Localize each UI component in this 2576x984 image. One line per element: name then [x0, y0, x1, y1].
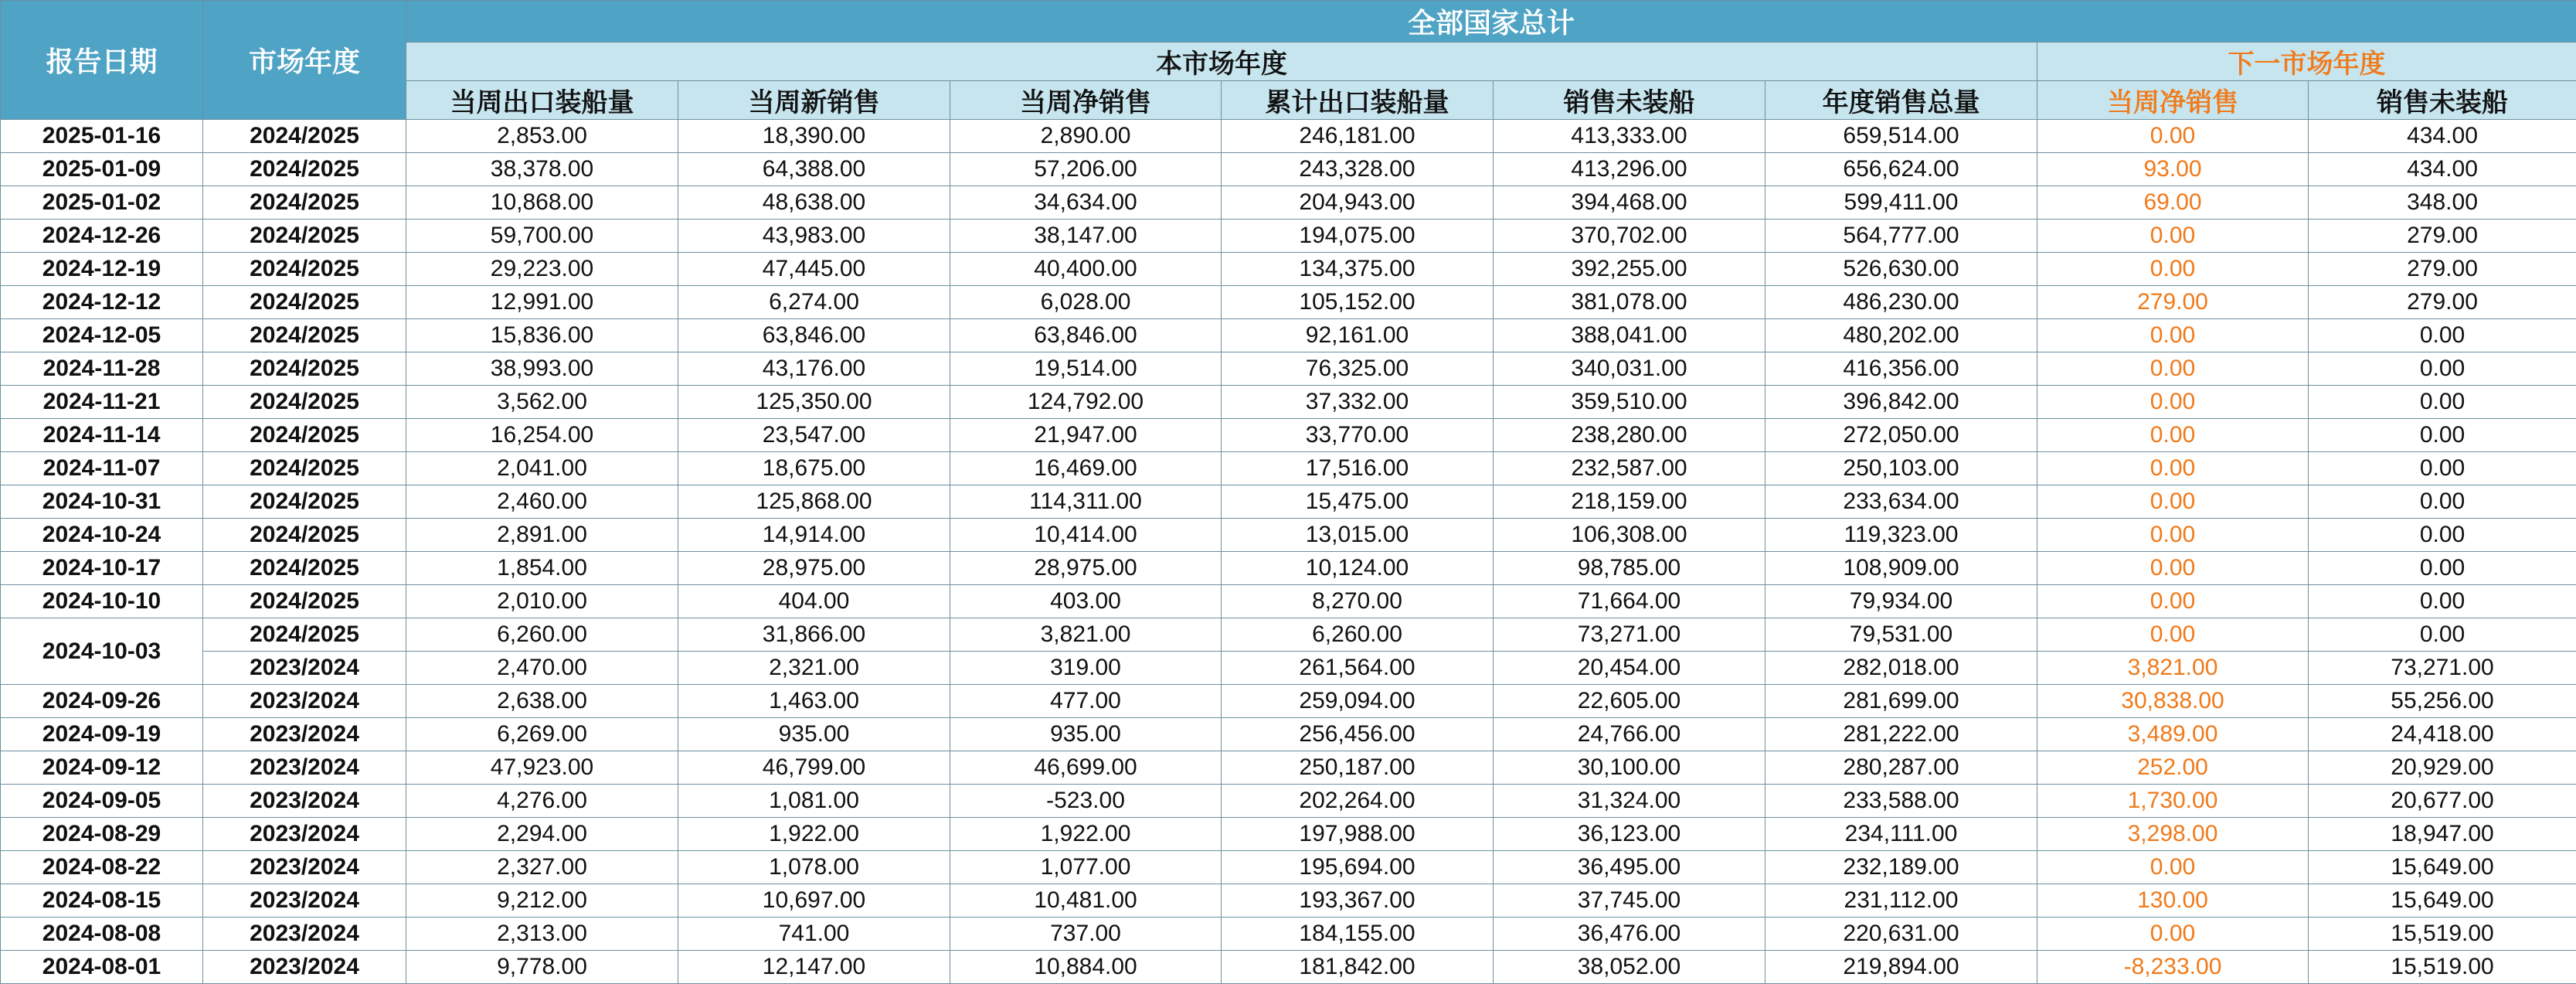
table-row	[1, 319, 2576, 352]
table-row	[1, 386, 2576, 419]
next-outstanding-sales-cell: 15,519.00	[2309, 918, 2576, 951]
cumulative-export-shipments-cell: 17,516.00	[1222, 452, 1494, 485]
weekly-new-sales-cell: 18,675.00	[678, 452, 950, 485]
next-outstanding-sales-cell: 20,677.00	[2309, 785, 2576, 818]
cumulative-export-shipments-cell: 13,015.00	[1222, 519, 1494, 552]
next-weekly-net-sales-cell: 1,730.00	[2037, 785, 2309, 818]
report-date-cell: 2024-08-29	[1, 818, 203, 851]
table-row	[1, 685, 2576, 718]
next-weekly-net-sales-cell: 0.00	[2037, 585, 2309, 618]
weekly-new-sales-cell: 1,922.00	[678, 818, 950, 851]
next-outstanding-sales-cell: 0.00	[2309, 386, 2576, 419]
weekly-new-sales-cell: 125,350.00	[678, 386, 950, 419]
table-row	[1, 884, 2576, 918]
next-weekly-net-sales-cell: 0.00	[2037, 352, 2309, 386]
report-date-cell: 2025-01-02	[1, 186, 203, 220]
report-date-cell: 2024-12-05	[1, 319, 203, 352]
report-date-cell: 2024-09-12	[1, 751, 203, 785]
report-date-cell: 2024-11-07	[1, 452, 203, 485]
weekly-new-sales-cell: 404.00	[678, 585, 950, 618]
outstanding-sales-cell: 30,100.00	[1494, 751, 1765, 785]
next-outstanding-sales-header: 销售未装船	[2309, 81, 2576, 120]
weekly-net-sales-cell: 34,634.00	[950, 186, 1222, 220]
report-date-cell: 2024-08-01	[1, 951, 203, 984]
cumulative-export-shipments-cell: 204,943.00	[1222, 186, 1494, 220]
weekly-export-shipments-cell: 6,260.00	[406, 618, 678, 652]
weekly-export-shipments-cell: 2,638.00	[406, 685, 678, 718]
table-row	[1, 951, 2576, 984]
outstanding-sales-cell: 106,308.00	[1494, 519, 1765, 552]
total-annual-sales-cell: 79,531.00	[1765, 618, 2037, 652]
weekly-net-sales-cell: 19,514.00	[950, 352, 1222, 386]
next-weekly-net-sales-cell: 279.00	[2037, 286, 2309, 319]
outstanding-sales-cell: 37,745.00	[1494, 884, 1765, 918]
weekly-export-shipments-cell: 2,891.00	[406, 519, 678, 552]
next-outstanding-sales-cell: 55,256.00	[2309, 685, 2576, 718]
next-weekly-net-sales-cell: 0.00	[2037, 419, 2309, 452]
market-year-cell: 2024/2025	[203, 253, 406, 286]
next-weekly-net-sales-cell: 0.00	[2037, 485, 2309, 519]
next-weekly-net-sales-cell: 0.00	[2037, 253, 2309, 286]
weekly-export-shipments-cell: 2,294.00	[406, 818, 678, 851]
weekly-net-sales-header: 当周净销售	[950, 81, 1222, 120]
weekly-new-sales-cell: 12,147.00	[678, 951, 950, 984]
next-outstanding-sales-cell: 15,519.00	[2309, 951, 2576, 984]
total-annual-sales-cell: 219,894.00	[1765, 951, 2037, 984]
report-date-cell: 2024-12-12	[1, 286, 203, 319]
table-row	[1, 419, 2576, 452]
total-annual-sales-cell: 656,624.00	[1765, 153, 2037, 186]
this-market-year-header: 本市场年度	[406, 43, 2037, 81]
cumulative-export-shipments-cell: 250,187.00	[1222, 751, 1494, 785]
total-annual-sales-cell: 108,909.00	[1765, 552, 2037, 585]
outstanding-sales-cell: 394,468.00	[1494, 186, 1765, 220]
table-row	[1, 751, 2576, 785]
outstanding-sales-cell: 98,785.00	[1494, 552, 1765, 585]
weekly-net-sales-cell: 40,400.00	[950, 253, 1222, 286]
report-date-cell: 2024-09-19	[1, 718, 203, 751]
market-year-header: 市场年度	[203, 1, 406, 120]
weekly-net-sales-cell: 477.00	[950, 685, 1222, 718]
report-date-cell: 2024-08-22	[1, 851, 203, 884]
outstanding-sales-cell: 24,766.00	[1494, 718, 1765, 751]
report-date-cell: 2024-09-26	[1, 685, 203, 718]
cumulative-export-shipments-cell: 10,124.00	[1222, 552, 1494, 585]
table-body	[1, 120, 2576, 984]
weekly-export-shipments-cell: 16,254.00	[406, 419, 678, 452]
weekly-export-shipments-cell: 1,854.00	[406, 552, 678, 585]
next-outstanding-sales-cell: 0.00	[2309, 452, 2576, 485]
weekly-new-sales-cell: 2,321.00	[678, 652, 950, 685]
total-annual-sales-cell: 281,699.00	[1765, 685, 2037, 718]
next-outstanding-sales-cell: 0.00	[2309, 352, 2576, 386]
table-row	[1, 618, 2576, 652]
weekly-net-sales-cell: 46,699.00	[950, 751, 1222, 785]
table-row	[1, 585, 2576, 618]
total-annual-sales-cell: 232,189.00	[1765, 851, 2037, 884]
weekly-net-sales-cell: 57,206.00	[950, 153, 1222, 186]
weekly-export-shipments-cell: 9,778.00	[406, 951, 678, 984]
next-weekly-net-sales-cell: -8,233.00	[2037, 951, 2309, 984]
cumulative-export-shipments-cell: 105,152.00	[1222, 286, 1494, 319]
outstanding-sales-cell: 31,324.00	[1494, 785, 1765, 818]
next-outstanding-sales-cell: 434.00	[2309, 120, 2576, 153]
outstanding-sales-cell: 38,052.00	[1494, 951, 1765, 984]
weekly-net-sales-cell: 3,821.00	[950, 618, 1222, 652]
cumulative-export-shipments-cell: 243,328.00	[1222, 153, 1494, 186]
next-weekly-net-sales-cell: 0.00	[2037, 618, 2309, 652]
outstanding-sales-cell: 20,454.00	[1494, 652, 1765, 685]
all-countries-total-header: 全部国家总计	[406, 1, 2576, 43]
weekly-export-shipments-cell: 3,562.00	[406, 386, 678, 419]
next-weekly-net-sales-cell: 0.00	[2037, 452, 2309, 485]
total-annual-sales-header: 年度销售总量	[1765, 81, 2037, 120]
cumulative-export-shipments-cell: 15,475.00	[1222, 485, 1494, 519]
market-year-cell: 2024/2025	[203, 153, 406, 186]
table-row	[1, 485, 2576, 519]
weekly-net-sales-cell: 63,846.00	[950, 319, 1222, 352]
market-year-cell: 2024/2025	[203, 419, 406, 452]
market-year-cell: 2024/2025	[203, 319, 406, 352]
report-date-cell: 2024-10-10	[1, 585, 203, 618]
outstanding-sales-cell: 381,078.00	[1494, 286, 1765, 319]
outstanding-sales-cell: 359,510.00	[1494, 386, 1765, 419]
outstanding-sales-cell: 218,159.00	[1494, 485, 1765, 519]
weekly-export-shipments-cell: 2,460.00	[406, 485, 678, 519]
next-outstanding-sales-cell: 15,649.00	[2309, 884, 2576, 918]
next-outstanding-sales-cell: 279.00	[2309, 253, 2576, 286]
weekly-net-sales-cell: 1,077.00	[950, 851, 1222, 884]
total-annual-sales-cell: 233,634.00	[1765, 485, 2037, 519]
next-outstanding-sales-cell: 73,271.00	[2309, 652, 2576, 685]
weekly-new-sales-cell: 10,697.00	[678, 884, 950, 918]
report-date-cell: 2025-01-16	[1, 120, 203, 153]
cumulative-export-shipments-cell: 197,988.00	[1222, 818, 1494, 851]
report-date-cell: 2024-11-21	[1, 386, 203, 419]
market-year-cell: 2024/2025	[203, 485, 406, 519]
outstanding-sales-cell: 238,280.00	[1494, 419, 1765, 452]
report-date-cell: 2024-10-03	[1, 618, 203, 685]
cumulative-export-shipments-cell: 92,161.00	[1222, 319, 1494, 352]
weekly-new-sales-cell: 125,868.00	[678, 485, 950, 519]
total-annual-sales-cell: 564,777.00	[1765, 220, 2037, 253]
cumulative-export-shipments-cell: 246,181.00	[1222, 120, 1494, 153]
next-outstanding-sales-cell: 18,947.00	[2309, 818, 2576, 851]
weekly-new-sales-cell: 46,799.00	[678, 751, 950, 785]
weekly-net-sales-cell: 1,922.00	[950, 818, 1222, 851]
weekly-net-sales-cell: 737.00	[950, 918, 1222, 951]
weekly-export-shipments-cell: 15,836.00	[406, 319, 678, 352]
market-year-cell: 2024/2025	[203, 286, 406, 319]
market-year-cell: 2023/2024	[203, 951, 406, 984]
market-year-cell: 2024/2025	[203, 386, 406, 419]
weekly-export-shipments-cell: 2,041.00	[406, 452, 678, 485]
total-annual-sales-cell: 234,111.00	[1765, 818, 2037, 851]
report-date-cell: 2024-11-28	[1, 352, 203, 386]
cumulative-export-shipments-cell: 76,325.00	[1222, 352, 1494, 386]
weekly-export-shipments-header: 当周出口装船量	[406, 81, 678, 120]
next-outstanding-sales-cell: 348.00	[2309, 186, 2576, 220]
market-year-cell: 2023/2024	[203, 918, 406, 951]
outstanding-sales-cell: 340,031.00	[1494, 352, 1765, 386]
total-annual-sales-cell: 281,222.00	[1765, 718, 2037, 751]
total-annual-sales-cell: 233,588.00	[1765, 785, 2037, 818]
market-year-cell: 2023/2024	[203, 685, 406, 718]
weekly-net-sales-cell: 114,311.00	[950, 485, 1222, 519]
market-year-cell: 2024/2025	[203, 452, 406, 485]
weekly-export-shipments-cell: 6,269.00	[406, 718, 678, 751]
outstanding-sales-header: 销售未装船	[1494, 81, 1765, 120]
weekly-net-sales-cell: 124,792.00	[950, 386, 1222, 419]
weekly-export-shipments-cell: 59,700.00	[406, 220, 678, 253]
next-weekly-net-sales-cell: 93.00	[2037, 153, 2309, 186]
weekly-export-shipments-cell: 29,223.00	[406, 253, 678, 286]
cumulative-export-shipments-cell: 259,094.00	[1222, 685, 1494, 718]
weekly-net-sales-cell: 935.00	[950, 718, 1222, 751]
market-year-cell: 2024/2025	[203, 519, 406, 552]
next-outstanding-sales-cell: 0.00	[2309, 552, 2576, 585]
table-row	[1, 718, 2576, 751]
cumulative-export-shipments-cell: 37,332.00	[1222, 386, 1494, 419]
next-outstanding-sales-cell: 279.00	[2309, 220, 2576, 253]
weekly-net-sales-cell: 38,147.00	[950, 220, 1222, 253]
weekly-new-sales-cell: 1,081.00	[678, 785, 950, 818]
weekly-new-sales-cell: 43,176.00	[678, 352, 950, 386]
total-annual-sales-cell: 480,202.00	[1765, 319, 2037, 352]
next-outstanding-sales-cell: 434.00	[2309, 153, 2576, 186]
next-outstanding-sales-cell: 15,649.00	[2309, 851, 2576, 884]
weekly-export-shipments-cell: 2,470.00	[406, 652, 678, 685]
weekly-net-sales-cell: 16,469.00	[950, 452, 1222, 485]
market-year-cell: 2024/2025	[203, 186, 406, 220]
weekly-new-sales-cell: 63,846.00	[678, 319, 950, 352]
report-date-cell: 2024-10-31	[1, 485, 203, 519]
table-row	[1, 785, 2576, 818]
table-row	[1, 352, 2576, 386]
total-annual-sales-cell: 486,230.00	[1765, 286, 2037, 319]
market-year-cell: 2024/2025	[203, 618, 406, 652]
table-row	[1, 918, 2576, 951]
next-weekly-net-sales-cell: 3,489.00	[2037, 718, 2309, 751]
next-outstanding-sales-cell: 0.00	[2309, 618, 2576, 652]
weekly-export-shipments-cell: 12,991.00	[406, 286, 678, 319]
market-year-cell: 2023/2024	[203, 785, 406, 818]
next-outstanding-sales-cell: 0.00	[2309, 519, 2576, 552]
weekly-new-sales-cell: 64,388.00	[678, 153, 950, 186]
next-outstanding-sales-cell: 279.00	[2309, 286, 2576, 319]
weekly-new-sales-header: 当周新销售	[678, 81, 950, 120]
next-weekly-net-sales-cell: 0.00	[2037, 519, 2309, 552]
table-row	[1, 186, 2576, 220]
report-date-cell: 2024-09-05	[1, 785, 203, 818]
next-weekly-net-sales-header: 当周净销售	[2037, 81, 2309, 120]
next-weekly-net-sales-cell: 0.00	[2037, 552, 2309, 585]
weekly-new-sales-cell: 23,547.00	[678, 419, 950, 452]
next-outstanding-sales-cell: 24,418.00	[2309, 718, 2576, 751]
market-year-cell: 2023/2024	[203, 884, 406, 918]
total-annual-sales-cell: 250,103.00	[1765, 452, 2037, 485]
report-date-cell: 2024-12-26	[1, 220, 203, 253]
table-row	[1, 220, 2576, 253]
report-date-header: 报告日期	[1, 1, 203, 120]
weekly-net-sales-cell: 403.00	[950, 585, 1222, 618]
weekly-new-sales-cell: 6,274.00	[678, 286, 950, 319]
cumulative-export-shipments-header: 累计出口装船量	[1222, 81, 1494, 120]
next-weekly-net-sales-cell: 0.00	[2037, 851, 2309, 884]
next-weekly-net-sales-cell: 0.00	[2037, 120, 2309, 153]
weekly-net-sales-cell: -523.00	[950, 785, 1222, 818]
next-market-year-header: 下一市场年度	[2037, 43, 2576, 81]
table-row	[1, 652, 2576, 685]
weekly-new-sales-cell: 14,914.00	[678, 519, 950, 552]
next-weekly-net-sales-cell: 30,838.00	[2037, 685, 2309, 718]
weekly-export-shipments-cell: 10,868.00	[406, 186, 678, 220]
table-row	[1, 851, 2576, 884]
outstanding-sales-cell: 388,041.00	[1494, 319, 1765, 352]
weekly-new-sales-cell: 1,463.00	[678, 685, 950, 718]
cumulative-export-shipments-cell: 193,367.00	[1222, 884, 1494, 918]
weekly-net-sales-cell: 10,481.00	[950, 884, 1222, 918]
weekly-net-sales-cell: 319.00	[950, 652, 1222, 685]
outstanding-sales-cell: 36,495.00	[1494, 851, 1765, 884]
market-year-cell: 2024/2025	[203, 585, 406, 618]
weekly-net-sales-cell: 28,975.00	[950, 552, 1222, 585]
outstanding-sales-cell: 413,296.00	[1494, 153, 1765, 186]
total-annual-sales-cell: 220,631.00	[1765, 918, 2037, 951]
outstanding-sales-cell: 413,333.00	[1494, 120, 1765, 153]
next-weekly-net-sales-cell: 69.00	[2037, 186, 2309, 220]
weekly-new-sales-cell: 1,078.00	[678, 851, 950, 884]
weekly-net-sales-cell: 10,414.00	[950, 519, 1222, 552]
cumulative-export-shipments-cell: 195,694.00	[1222, 851, 1494, 884]
weekly-export-shipments-cell: 2,010.00	[406, 585, 678, 618]
weekly-new-sales-cell: 48,638.00	[678, 186, 950, 220]
total-annual-sales-cell: 526,630.00	[1765, 253, 2037, 286]
report-date-cell: 2025-01-09	[1, 153, 203, 186]
report-date-cell: 2024-08-08	[1, 918, 203, 951]
weekly-new-sales-cell: 28,975.00	[678, 552, 950, 585]
outstanding-sales-cell: 392,255.00	[1494, 253, 1765, 286]
weekly-net-sales-cell: 6,028.00	[950, 286, 1222, 319]
cumulative-export-shipments-cell: 134,375.00	[1222, 253, 1494, 286]
weekly-export-shipments-cell: 2,327.00	[406, 851, 678, 884]
cumulative-export-shipments-cell: 256,456.00	[1222, 718, 1494, 751]
weekly-net-sales-cell: 21,947.00	[950, 419, 1222, 452]
next-outstanding-sales-cell: 20,929.00	[2309, 751, 2576, 785]
cumulative-export-shipments-cell: 33,770.00	[1222, 419, 1494, 452]
table-row	[1, 818, 2576, 851]
weekly-new-sales-cell: 935.00	[678, 718, 950, 751]
next-weekly-net-sales-cell: 3,298.00	[2037, 818, 2309, 851]
next-weekly-net-sales-cell: 130.00	[2037, 884, 2309, 918]
market-year-cell: 2024/2025	[203, 552, 406, 585]
table-row	[1, 286, 2576, 319]
next-weekly-net-sales-cell: 252.00	[2037, 751, 2309, 785]
next-weekly-net-sales-cell: 0.00	[2037, 386, 2309, 419]
cumulative-export-shipments-cell: 184,155.00	[1222, 918, 1494, 951]
report-date-cell: 2024-10-17	[1, 552, 203, 585]
market-year-cell: 2024/2025	[203, 220, 406, 253]
next-weekly-net-sales-cell: 3,821.00	[2037, 652, 2309, 685]
table-row	[1, 552, 2576, 585]
weekly-export-shipments-cell: 9,212.00	[406, 884, 678, 918]
total-annual-sales-cell: 416,356.00	[1765, 352, 2037, 386]
next-weekly-net-sales-cell: 0.00	[2037, 918, 2309, 951]
table-row	[1, 452, 2576, 485]
table-row	[1, 519, 2576, 552]
weekly-new-sales-cell: 47,445.00	[678, 253, 950, 286]
total-annual-sales-cell: 119,323.00	[1765, 519, 2037, 552]
next-outstanding-sales-cell: 0.00	[2309, 419, 2576, 452]
total-annual-sales-cell: 599,411.00	[1765, 186, 2037, 220]
weekly-export-shipments-cell: 38,993.00	[406, 352, 678, 386]
total-annual-sales-cell: 231,112.00	[1765, 884, 2037, 918]
total-annual-sales-cell: 272,050.00	[1765, 419, 2037, 452]
table-row	[1, 153, 2576, 186]
outstanding-sales-cell: 71,664.00	[1494, 585, 1765, 618]
total-annual-sales-cell: 79,934.00	[1765, 585, 2037, 618]
total-annual-sales-cell: 396,842.00	[1765, 386, 2037, 419]
total-annual-sales-cell: 280,287.00	[1765, 751, 2037, 785]
weekly-new-sales-cell: 741.00	[678, 918, 950, 951]
total-annual-sales-cell: 659,514.00	[1765, 120, 2037, 153]
outstanding-sales-cell: 232,587.00	[1494, 452, 1765, 485]
weekly-export-shipments-cell: 47,923.00	[406, 751, 678, 785]
next-outstanding-sales-cell: 0.00	[2309, 585, 2576, 618]
outstanding-sales-cell: 36,123.00	[1494, 818, 1765, 851]
weekly-new-sales-cell: 31,866.00	[678, 618, 950, 652]
cumulative-export-shipments-cell: 6,260.00	[1222, 618, 1494, 652]
next-outstanding-sales-cell: 0.00	[2309, 319, 2576, 352]
next-weekly-net-sales-cell: 0.00	[2037, 220, 2309, 253]
market-year-cell: 2023/2024	[203, 818, 406, 851]
cumulative-export-shipments-cell: 8,270.00	[1222, 585, 1494, 618]
cumulative-export-shipments-cell: 261,564.00	[1222, 652, 1494, 685]
weekly-new-sales-cell: 43,983.00	[678, 220, 950, 253]
total-annual-sales-cell: 282,018.00	[1765, 652, 2037, 685]
report-date-cell: 2024-08-15	[1, 884, 203, 918]
weekly-new-sales-cell: 18,390.00	[678, 120, 950, 153]
cumulative-export-shipments-cell: 202,264.00	[1222, 785, 1494, 818]
weekly-export-shipments-cell: 2,853.00	[406, 120, 678, 153]
next-weekly-net-sales-cell: 0.00	[2037, 319, 2309, 352]
market-year-cell: 2023/2024	[203, 718, 406, 751]
weekly-net-sales-cell: 2,890.00	[950, 120, 1222, 153]
next-outstanding-sales-cell: 0.00	[2309, 485, 2576, 519]
outstanding-sales-cell: 36,476.00	[1494, 918, 1765, 951]
weekly-export-shipments-cell: 38,378.00	[406, 153, 678, 186]
cumulative-export-shipments-cell: 194,075.00	[1222, 220, 1494, 253]
cumulative-export-shipments-cell: 181,842.00	[1222, 951, 1494, 984]
weekly-export-shipments-cell: 4,276.00	[406, 785, 678, 818]
report-date-cell: 2024-10-24	[1, 519, 203, 552]
outstanding-sales-cell: 22,605.00	[1494, 685, 1765, 718]
market-year-cell: 2024/2025	[203, 120, 406, 153]
market-year-cell: 2024/2025	[203, 352, 406, 386]
outstanding-sales-cell: 370,702.00	[1494, 220, 1765, 253]
report-date-cell: 2024-11-14	[1, 419, 203, 452]
outstanding-sales-cell: 73,271.00	[1494, 618, 1765, 652]
market-year-cell: 2023/2024	[203, 851, 406, 884]
market-year-cell: 2023/2024	[203, 652, 406, 685]
weekly-net-sales-cell: 10,884.00	[950, 951, 1222, 984]
report-date-cell: 2024-12-19	[1, 253, 203, 286]
market-year-cell: 2023/2024	[203, 751, 406, 785]
table-row	[1, 120, 2576, 153]
table-row	[1, 253, 2576, 286]
weekly-export-shipments-cell: 2,313.00	[406, 918, 678, 951]
